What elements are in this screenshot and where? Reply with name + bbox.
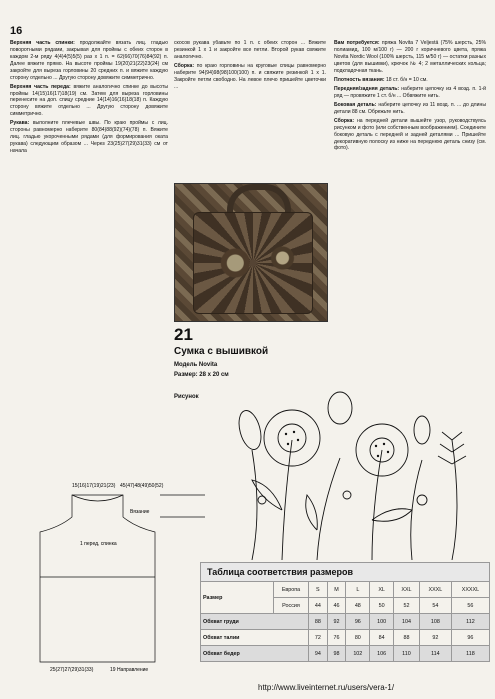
assembly-text: по краю горловины на круговые спицы равномерно наберите 94(94)98(98)100(100) п. и свяжите резинкой 1 х 1. Закройте петли свободно. На левое плечо пришейте цветочки ... bbox=[174, 62, 326, 90]
sleeves-cont-text: скосов рукава убавьте по 1 п. с обеих сторон ... Вяжите резинкой 1 х 1 и закройте все петли. Второй рукав свяжите аналогично. bbox=[174, 40, 326, 60]
figure-label: Рисунок bbox=[174, 394, 199, 400]
embroidery-drawing bbox=[222, 390, 486, 560]
back-upper-text: продолжайте вязать лиц. гладью поворотными рядами, закрывая для проймы с обеих сторон в каждом 2-м ряду 4(4)4(5)5(5) раз х 1 п. = 62(66)70(76)84(92) п. Далее вяжите прямо. На высоте проймы 19(20)21(22)23(24) см закройте для выреза горловины 20 средних п. и вяжите каждую сторону отдельно ... Другую сторону довяжите симметрично. bbox=[10, 40, 168, 81]
small-flower-1 bbox=[258, 496, 266, 504]
flower-center-1 bbox=[278, 424, 306, 452]
sleeves-text: выполните плечевые швы. По краю проймы с лиц. стороны равномерно наберите 80(84)88(92)(74)(78) п. Вяжите лиц. гладью укороченными рядами (для формирования оката рукава) следующим образом ... Через 23(25)27(29)31(33) см от начала bbox=[10, 120, 168, 154]
size-row-label: Размер bbox=[201, 582, 274, 614]
model-number: 21 bbox=[174, 325, 193, 344]
small-flower-3 bbox=[343, 491, 351, 499]
stem-1 bbox=[282, 440, 292, 560]
model-label: Модель Novita bbox=[174, 362, 218, 368]
flower-head-1 bbox=[264, 410, 320, 466]
schematic-sleeve-label: Вязание bbox=[130, 509, 150, 515]
schematic-top-measure: 45(47)48(49)50(52) bbox=[120, 483, 164, 489]
fern bbox=[438, 432, 466, 464]
size-label: Размер: 28 х 20 см bbox=[174, 372, 229, 378]
stem-6 bbox=[452, 440, 457, 560]
size-table: Таблица соответствия размеров Размер Европа S M L XL XXL XXXL XXXXL Россия 44 46 48 50 52 54 56 Обхват груди 88 92 96 100 104 108 112 Обхват талии 72 76 80 84 88 92 96 Обхват бедер 94 98 102 106 110 114 118 bbox=[200, 562, 490, 662]
petal-2 bbox=[328, 392, 352, 424]
table-row: Обхват талии 72 76 80 84 88 92 96 bbox=[201, 630, 490, 646]
size-table-title: Таблица соответствия размеров bbox=[200, 562, 490, 581]
front-back-text: наберите цепочку из 4 возд. п. 1-й ряд — провяжите 1 ст. б/н ... Обвяжите нить. bbox=[334, 85, 486, 99]
stem-2 bbox=[317, 458, 340, 560]
side-heading: Боковая деталь: bbox=[334, 101, 377, 108]
stem-3 bbox=[372, 450, 382, 560]
garment-schematic bbox=[10, 477, 210, 677]
assembly-heading: Сборка: bbox=[174, 62, 195, 69]
sleeves-heading: Рукава: bbox=[10, 120, 30, 127]
bag-photo bbox=[174, 183, 328, 322]
table-row: Обхват бедер 94 98 102 106 110 114 118 bbox=[201, 646, 490, 662]
schematic-top-label: 15(16)17(19)21(23) bbox=[72, 483, 116, 489]
page-number: 16 bbox=[10, 25, 23, 37]
europe-label: Европа bbox=[274, 582, 309, 598]
schematic-bottom-label: 25(27)27(29)31(33) bbox=[50, 667, 94, 673]
front-upper-text: вяжите аналогично спинке до высоты проймы 14(15)16(17)18(19) см. Затем для выреза горловины перенесите на доп. спицу средние 14(14)16(16)18(18) п. Каждую сторону вяжите отдельно ... Другую сторону довяжите симметрично. bbox=[10, 83, 168, 118]
assembly2-text: на передней детали вышейте узор, руководствуясь рисунком и фото (или собственным воображением). Соедините боковую деталь с передней и задней деталями ... Пришейте декоративную полоску из ниже на переднюю деталь снизу (см. фото). bbox=[334, 117, 486, 152]
schematic-front-back-label: 1 перед, спинка bbox=[80, 541, 117, 547]
front-upper-heading: Верхняя часть переда: bbox=[10, 83, 71, 90]
model-title: Сумка с вышивкой bbox=[174, 346, 269, 357]
front-back-heading: Передняя/задняя деталь: bbox=[334, 85, 400, 92]
schematic-direction-label: 19 Направление bbox=[110, 667, 149, 673]
materials-heading: Вам потребуется: bbox=[334, 40, 380, 46]
leaf-3 bbox=[306, 495, 318, 530]
sleeve-outline bbox=[160, 495, 205, 517]
body-outline bbox=[40, 495, 155, 662]
stem-5 bbox=[252, 450, 257, 560]
petal-1 bbox=[235, 408, 265, 452]
table-row: Обхват груди 88 92 96 100 104 108 112 bbox=[201, 614, 490, 630]
petal-3 bbox=[414, 416, 430, 444]
column-2 bbox=[174, 40, 326, 178]
russia-label: Россия bbox=[274, 598, 309, 614]
column-3 bbox=[334, 40, 486, 380]
side-text: наберите цепочку из 11 возд. п. ... до длины детали 88 см. Обрежьте нить. bbox=[334, 101, 486, 115]
materials-text: пряжа Novita 7 Veljestä (75% шерсть, 25% полиамид, 100 м/100 г) — 200 г коричневого цвета, пряжа Novita Nordic Wool (100% шерсть, 115 м/50 г) — остатки разных цветов (для вышивки), крючок № 4; 2 металлических кольца; подкладочная ткань. bbox=[334, 40, 486, 74]
density-heading: Плотность вязания: bbox=[334, 76, 385, 83]
leaf-2 bbox=[372, 509, 412, 522]
small-flower-2 bbox=[417, 495, 427, 505]
bag-body bbox=[193, 212, 313, 314]
density-text: 18 ст. б/н = 10 см. bbox=[385, 76, 428, 83]
neckline bbox=[72, 495, 123, 501]
column-1 bbox=[10, 40, 168, 470]
assembly2-heading: Сборка: bbox=[334, 117, 355, 124]
footer-url: http://www.liveinternet.ru/users/vera-1/ bbox=[258, 683, 395, 692]
back-upper-heading: Верхняя часть спинки: bbox=[10, 40, 75, 46]
